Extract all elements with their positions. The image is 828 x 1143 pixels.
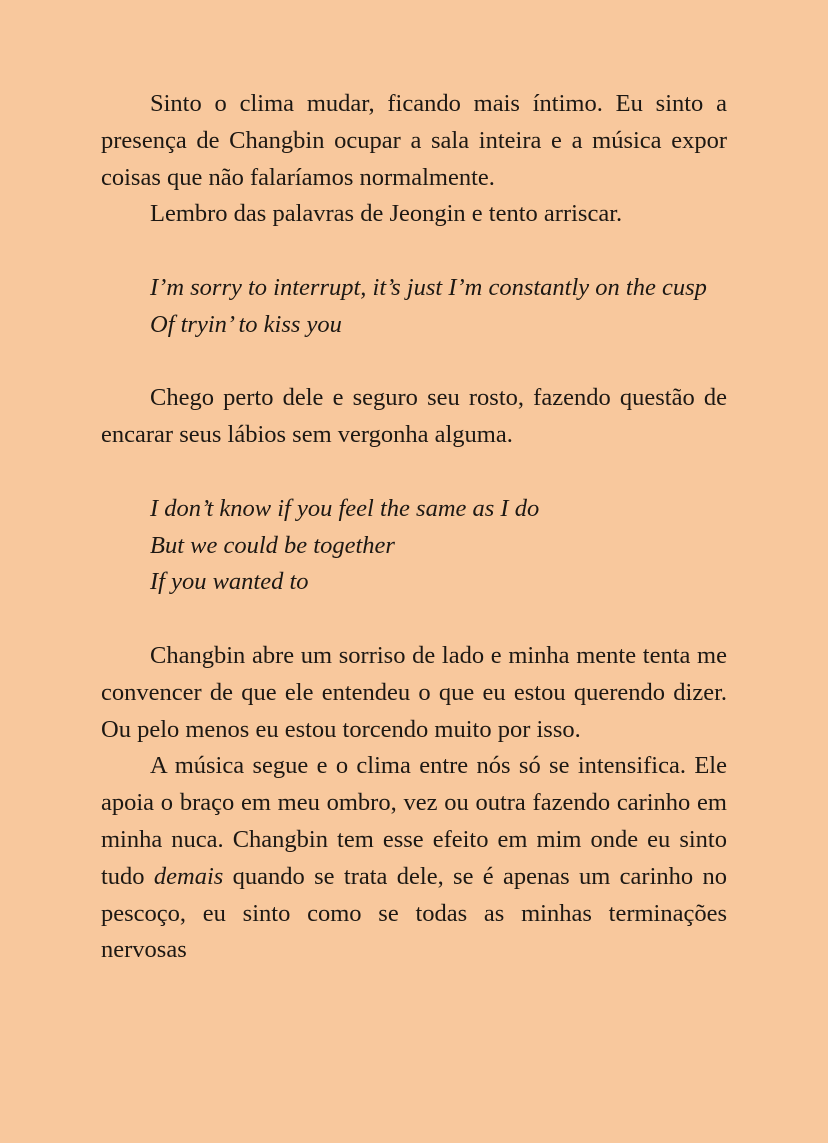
stanza-gap — [101, 233, 727, 270]
lyrics-stanza-1 — [101, 270, 727, 344]
lyric-line: I’m sorry to interrupt, it’s just I’m constantly on the cusp — [150, 273, 707, 301]
lyric-line: I don’t know if you feel the same as I do — [150, 494, 540, 522]
paragraph-2: Lembro das palavras de Jeongin e tento arriscar. — [150, 200, 623, 228]
stanza-gap — [101, 344, 727, 381]
paragraph-5 — [101, 748, 727, 969]
paragraph-4: Changbin abre um sorriso de lado e minha mente tenta me convencer de que ele entendeu o que eu estou querendo dizer. Ou pelo menos eu estou torcendo muito por isso. — [101, 641, 727, 743]
paragraph-5-text: A música segue e o clima entre nós só se intensifica. Ele apoia o braço em meu ombro, vez ou outra fazendo carinho em minha nuca. Changbin tem esse efeito em mim onde eu sinto tudo — [101, 752, 727, 890]
lyric-line: But we could be together — [150, 531, 395, 559]
paragraph-5-text-cont: quando se trata dele, se é apenas um carinho no pescoço, eu sinto como se todas as minhas terminações nervosas — [101, 862, 727, 964]
book-page — [101, 86, 727, 969]
paragraph-1: Sinto o clima mudar, ficando mais íntimo. Eu sinto a presença de Changbin ocupar a sala inteira e a música expor coisas que não falaríamos normalmente. — [101, 90, 727, 191]
stanza-gap — [101, 454, 727, 491]
stanza-gap — [101, 601, 727, 638]
lyric-line: Of tryin’ to kiss you — [150, 310, 342, 338]
paragraph-3: Chego perto dele e seguro seu rosto, fazendo questão de encarar seus lábios sem vergonha alguma. — [101, 384, 727, 449]
emphasis-text: demais — [153, 862, 224, 890]
lyrics-stanza-2 — [101, 491, 727, 601]
lyric-line: If you wanted to — [150, 568, 309, 596]
